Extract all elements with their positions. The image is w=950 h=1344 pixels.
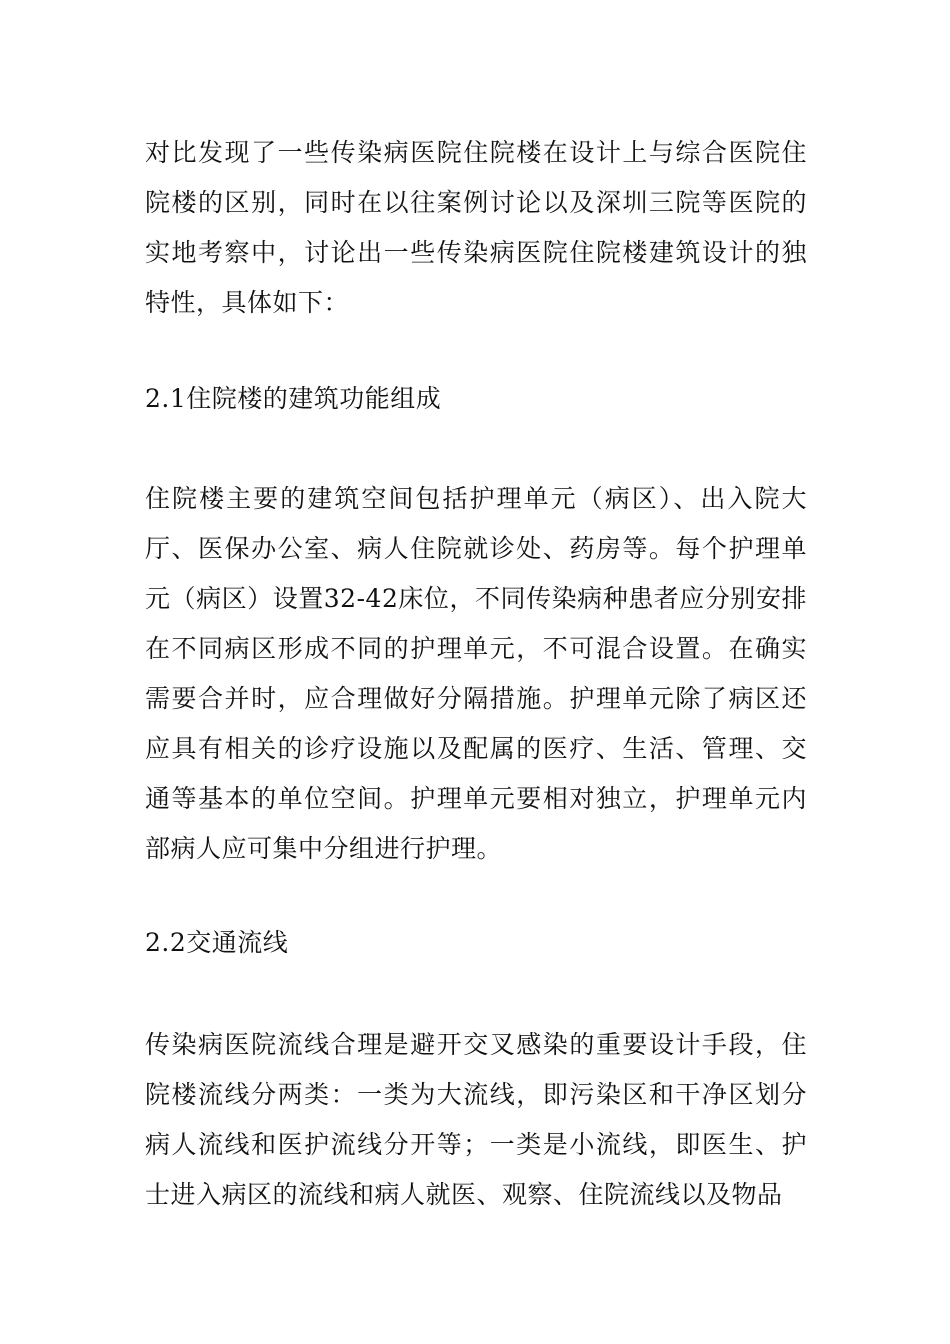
section-heading-2-1: 2.1住院楼的建筑功能组成 [145,384,442,413]
intro-paragraph: 对比发现了一些传染病医院住院楼在设计上与综合医院住院楼的区别，同时在以往案例讨论以及深圳三院等医院的实地考察中，讨论出一些传染病医院住院楼建筑设计的独特性，具体如下： [145,138,807,317]
section-heading-2-2: 2.2交通流线 [145,928,289,957]
functional-composition-paragraph: 住院楼主要的建筑空间包括护理单元（病区）、出入院大厅、医保办公室、病人住院就诊处、药房等。每个护理单元（病区）设置32-42床位，不同传染病种患者应分别安排在不同病区形成不同的护理单元，不可混合设置。在确实需要合并时，应合理做好分隔措施。护理单元除了病区还应具有相关的诊疗设施以及配属的医疗、生活、管理、交通等基本的单位空间。护理单元要相对独立，护理单元内部病人应可集中分组进行护理。 [145,484,807,863]
traffic-flow-paragraph: 传染病医院流线合理是避开交叉感染的重要设计手段，住院楼流线分两类：一类为大流线，即污染区和干净区划分病人流线和医护流线分开等；一类是小流线，即医生、护士进入病区的流线和病人就医、观察、住院流线以及物品 [145,1030,807,1209]
